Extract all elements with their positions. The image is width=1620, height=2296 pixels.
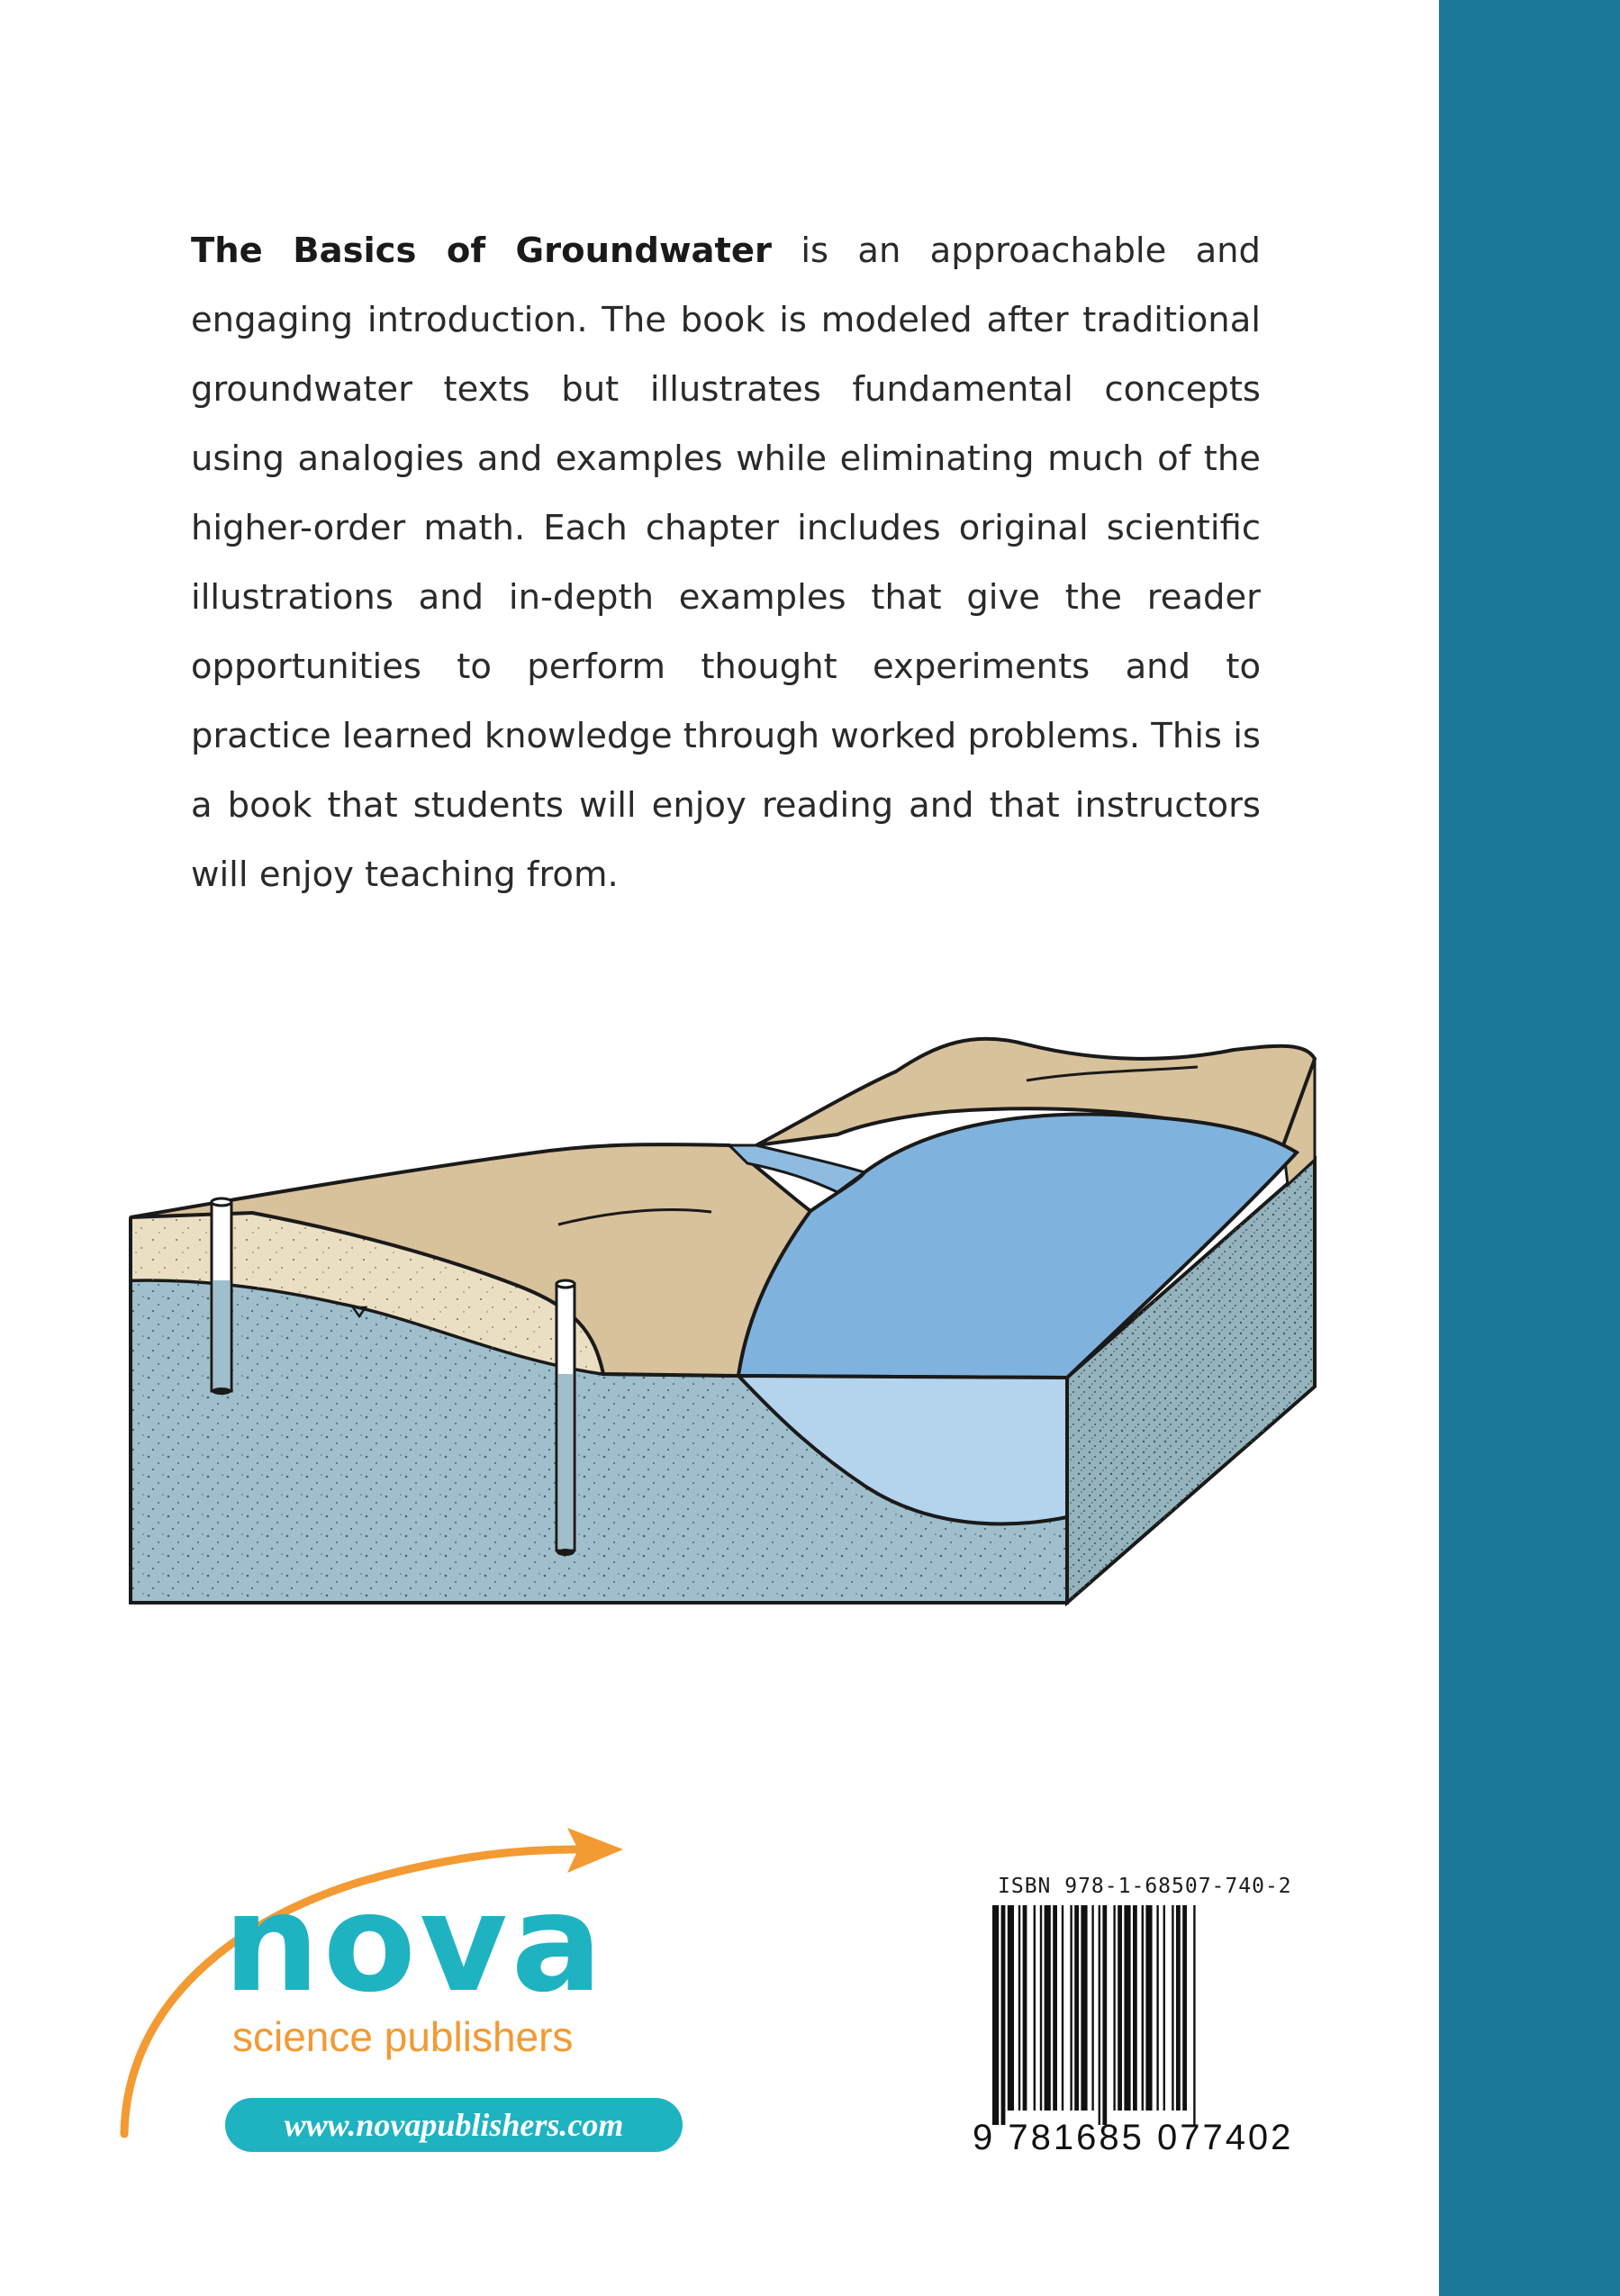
barcode-bar [1163,1905,1165,2111]
barcode-bar [1142,1905,1144,2111]
barcode-bar [1023,1905,1027,2111]
barcode-bar [1034,1905,1036,2111]
barcode-bar [1099,1905,1100,2125]
barcode-bar [1001,1905,1006,2125]
book-title: The Basics of Groundwater [191,231,773,271]
logo-wordmark: nova [223,1866,606,2022]
barcode-bar [1045,1905,1051,2111]
barcode-bar [1176,1905,1181,2111]
isbn-barcode [973,1902,1315,2127]
observation-well-2 [557,1280,575,1556]
barcode-bar [1118,1905,1122,2111]
logo-tagline: science publishers [232,2013,574,2060]
barcode-bar [1040,1905,1042,2111]
barcode-bar [992,1905,999,2125]
barcode-bar [1113,1905,1115,2111]
nova-publisher-logo [108,1810,702,2152]
barcode-bar [1102,1905,1107,2125]
barcode-bar [1091,1905,1093,2111]
cover-spine-band [1439,0,1620,2296]
blurb-text: is an approachable and engaging introduction. The book is modeled after traditional groundwater texts but illustrates fundamental concepts using analogies and examples while eliminating much of the higher-order math. Each chapter includes original scientific illustrations and in-depth examples that give the reader opportunities to perform thought experiments and to practice learned knowledge through worked problems. This is a book that students will enjoy reading and that instructors will enjoy teaching from. [191,231,1261,895]
barcode-bar [1145,1905,1152,2111]
barcode-bar [1074,1905,1079,2111]
barcode-bar [1018,1905,1020,2111]
barcode-bar [1193,1905,1195,2125]
barcode-bar [1124,1905,1130,2111]
barcode-bar [1070,1905,1072,2111]
barcode-bar [1156,1905,1158,2111]
barcode-bar [1008,1905,1014,2111]
barcode-bar [1062,1905,1063,2111]
barcode-bar [1133,1905,1137,2111]
barcode-bar [1053,1905,1057,2111]
back-cover-blurb [191,216,1261,909]
isbn-label: ISBN 978-1-68507-740-2 [998,1875,1292,1898]
barcode-bar [1182,1905,1187,2111]
barcode-bar [1172,1905,1173,2111]
barcode-digits: 9 781685 077402 [973,2118,1294,2157]
barcode-bar [1081,1905,1087,2111]
observation-well-1 [212,1198,231,1395]
groundwater-block-diagram [126,1017,1333,1612]
website-link[interactable]: www.novapublishers.com [284,2107,624,2143]
